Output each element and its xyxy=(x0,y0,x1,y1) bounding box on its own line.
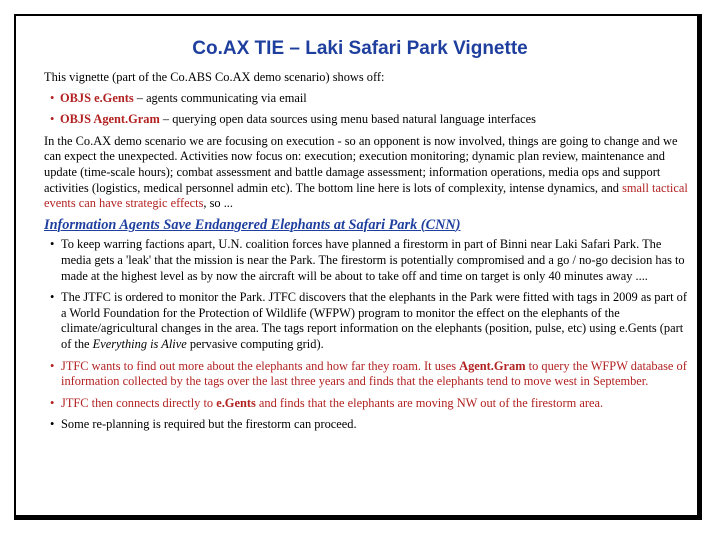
story-list xyxy=(44,237,690,433)
bullet-text-end: to query the WFPW database of information collected by the tags over the last three years and finds that the elephants tend to move west in September. xyxy=(61,358,687,389)
feature-desc: – agents communicating via email xyxy=(133,90,307,105)
paragraph-end: , so ... xyxy=(203,196,233,211)
bullet-text: The JTFC is ordered to monitor the Park. JTFC discovers that the elephants in the Park were fitted with tags in 2009 as part of a World Foundation for the Protection of Wildlife (WFPW) program to monitor the effect on the elephants of the climate/agricultural changes in the area. The tags report information on the elephants (position, pulse, etc) using e.Gents (part of the xyxy=(61,290,687,351)
slide-title: Co.AX TIE – Laki Safari Park Vignette xyxy=(192,38,528,59)
feature-name: OBJS Agent.Gram xyxy=(60,112,160,127)
emphasis-text: Everything is Alive xyxy=(92,336,187,351)
bullet-icon: • xyxy=(50,112,55,127)
intro-text: This vignette (part of the Co.ABS Co.AX demo scenario) shows off: xyxy=(44,70,385,84)
bullet-text: Some re-planning is required but the firestorm can proceed. xyxy=(61,417,357,432)
bullet-text-end: pervasive computing grid). xyxy=(186,336,324,351)
emphasis-text: e.Gents xyxy=(216,395,256,410)
list-item xyxy=(50,91,690,107)
list-item xyxy=(44,290,690,352)
bullet-text: JTFC wants to find out more about the elephants and how far they roam. It uses xyxy=(61,358,460,373)
section-heading: Information Agents Save Endangered Elephants at Safari Park (CNN) xyxy=(44,216,461,233)
bullet-icon: • xyxy=(50,395,55,410)
list-item xyxy=(44,237,690,284)
feature-desc: – querying open data sources using menu based natural language interfaces xyxy=(159,112,536,127)
bullet-icon: • xyxy=(50,237,55,252)
bullet-text: JTFC then connects directly to xyxy=(61,395,217,410)
highlight-text: small tactical events can have strategic effects xyxy=(44,180,688,211)
bullet-text-end: and finds that the elephants are moving NW out of the firestorm area. xyxy=(255,395,604,410)
bullet-icon: • xyxy=(50,417,55,432)
list-item xyxy=(44,396,690,412)
emphasis-text: Agent.Gram xyxy=(459,358,526,373)
scenario-paragraph xyxy=(44,134,690,212)
slide-content xyxy=(44,70,690,439)
bullet-icon: • xyxy=(50,358,55,373)
feature-list xyxy=(44,91,690,128)
bullet-icon: • xyxy=(50,290,55,305)
list-item xyxy=(44,417,690,433)
feature-name: OBJS e.Gents xyxy=(60,90,134,105)
list-item xyxy=(44,359,690,390)
bullet-icon: • xyxy=(50,90,55,105)
bullet-text: To keep warring factions apart, U.N. coalition forces have planned a firestorm in part of Binni near Laki Safari Park. The media gets a 'leak' that the mission is near the Park. The firestorm is potentially compromised and a go / no-go decision has to made at the highest level as by now the aircraft will be about to take off and time on target is only 40 minutes away .... xyxy=(61,237,685,283)
list-item xyxy=(50,112,690,128)
paragraph-text: In the Co.AX demo scenario we are focusing on execution - so an opponent is now involved, things are going to change and we can expect the unexpected. Activities now focus on: execution; execution monitoring; dynamic plan review, maintenance and update (time-scale hours); combat assessment and battle damage assessment; information operations, media ops and support activities (logistics, medical personnel admin etc). The bottom line here is lots of complexity, intense dynamics, and xyxy=(44,133,678,195)
